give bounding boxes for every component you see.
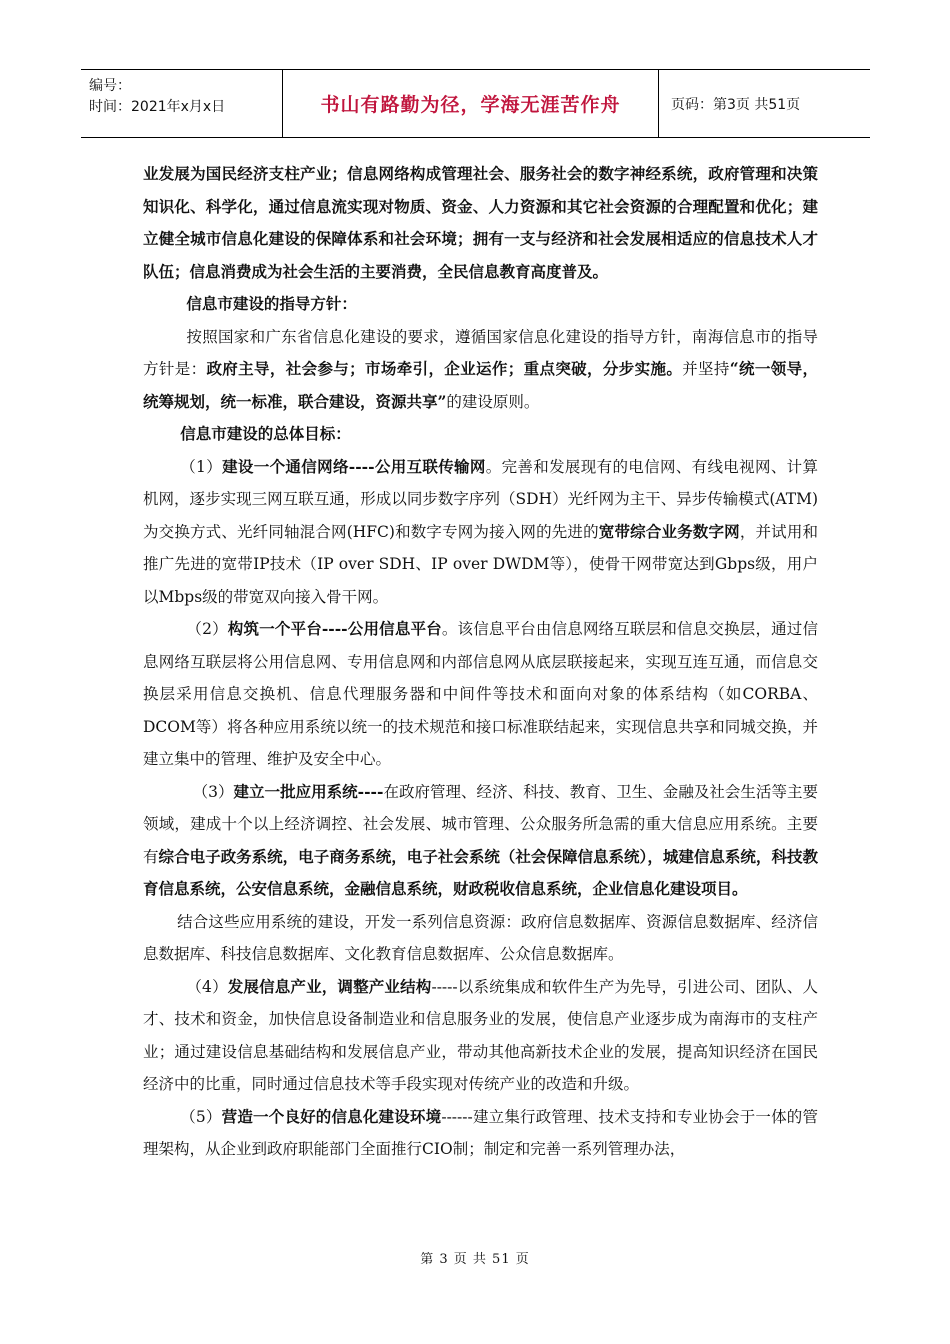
heading-guideline: 信息市建设的指导方针： — [186, 294, 357, 313]
header-page-number: 页码：第3页 共51页 — [671, 96, 801, 113]
goal-3-number: （3） — [192, 782, 234, 801]
document-date: 时间：2021年x月x日 — [89, 99, 226, 115]
goal-item-4 — [143, 971, 818, 1101]
goal-1-highlight: 宽带综合业务数字网 — [598, 521, 740, 541]
document-number: 编号： — [89, 78, 131, 94]
goal-4-number: （4） — [186, 977, 228, 996]
goal-4-text: -----以系统集成和软件生产为先导，引进公司、团队、人才、技术和资金，加快信息设备制造业和信息服务业的发展，使信息产业逐步成为南海市的支柱产业；通过建设信息基础结构和发展信息产业，带动其他高新技术企业的发展，提高知识经济在国民经济中的比重，同时通过信息技术等手段实现对传统产业的改造和升级。 — [143, 977, 818, 1093]
goal-5-text: ------建立集行政管理、技术支持和专业协会于一体的管理架构，从企业到政府职能部门全面推行CIO制；制定和完善一系列管理办法， — [143, 1107, 818, 1158]
goal-item-5 — [143, 1101, 818, 1166]
goal-5-title: 营造一个良好的信息化建设环境 — [221, 1106, 442, 1126]
goal-2-number: （2） — [186, 620, 228, 638]
guideline-text: 按照国家和广东省信息化建设的要求，遵循国家信息化建设的指导方针，南海信息市的指导方针是： — [143, 327, 818, 378]
header-motto: 书山有路勤为径，学海无涯苦作舟 — [283, 70, 659, 137]
document-body — [143, 158, 818, 1166]
header-meta — [81, 70, 283, 137]
page-footer: 第 3 页 共 51 页 — [420, 1252, 530, 1267]
goal-1-text: 。完善和发展现有的电信网、有线电视网、计算机网，逐步实现三网互联互通，形成以同步数字序列（SDH）光纤网为主干、异步传输模式(ATM)为交换方式、光纤同轴混合网(HFC)和数字专网为接入网的先进的 — [143, 457, 818, 541]
goal-item-2 — [143, 613, 818, 776]
goal-1-text-cont: ，并试用和推广先进的宽带IP技术（IP over SDH、IP over DWDM等），使骨干网带宽达到Gbps级，用户以Mbps级的带宽双向接入骨干网。 — [143, 522, 818, 606]
guideline-policy: 政府主导，社会参与；市场牵引，企业运作；重点突破，分步实施。 — [206, 359, 683, 378]
goal-1-number: （1） — [180, 457, 223, 476]
guideline-ending: 的建设原则。 — [446, 392, 540, 411]
goal-3-highlight: 综合电子政务系统，电子商务系统，电子社会系统（社会保障信息系统），城建信息系统，科技教育信息系统，公安信息系统，金融信息系统，财政税收信息系统，企业信息化建设项目。 — [143, 846, 818, 898]
paragraph-info-resources: 结合这些应用系统的建设，开发一系列信息资源：政府信息数据库、资源信息数据库、经济信息数据库、科技信息数据库、文化教育信息数据库、公众信息数据库。 — [143, 912, 818, 963]
paragraph-guideline — [143, 321, 818, 419]
goal-3-text: 在政府管理、经济、科技、教育、卫生、金融及社会生活等主要领域，建成十个以上经济调控、社会发展、城市管理、公众服务所急需的重大信息应用系统。主要有 — [143, 782, 818, 866]
guideline-principle: “统一领导，统筹规划，统一标准，联合建设，资源共享” — [143, 359, 818, 411]
goal-2-title: 构筑一个平台----公用信息平台 — [227, 619, 442, 638]
goal-4-title: 发展信息产业，调整产业结构 — [227, 976, 432, 996]
goal-2-text: 。该信息平台由信息网络互联层和信息交换层，通过信息网络互联层将公用信息网、专用信息网和内部信息网从底层联接起来，实现互连互通，而信息交换层采用信息交换机、信息代理服务器和中间件等技术和面向对象的体系结构（如CORBA、DCOM等）将各种应用系统以统一的技术规范和接口标准联结起来，实现信息共享和同城交换，并建立集中的管理、维护及安全中心。 — [143, 620, 818, 768]
goal-3-title: 建立一批应用系统---- — [233, 781, 384, 801]
goal-1-title: 建设一个通信网络----公用互联传输网 — [222, 456, 486, 476]
heading-overall-goal: 信息市建设的总体目标： — [180, 424, 351, 443]
page-header — [81, 69, 870, 138]
guideline-connector: 并坚持 — [682, 360, 730, 378]
goal-item-1 — [143, 451, 818, 614]
goal-item-3 — [143, 776, 818, 906]
paragraph-intro: 业发展为国民经济支柱产业；信息网络构成管理社会、服务社会的数字神经系统，政府管理和决策知识化、科学化，通过信息流实现对物质、资金、人力资源和其它社会资源的合理配置和优化；建立健全城市信息化建设的保障体系和社会环境；拥有一支与经济和社会发展相适应的信息技术人才队伍；信息消费成为社会生活的主要消费，全民信息教育高度普及。 — [143, 164, 818, 281]
goal-5-number: （5） — [180, 1107, 222, 1126]
